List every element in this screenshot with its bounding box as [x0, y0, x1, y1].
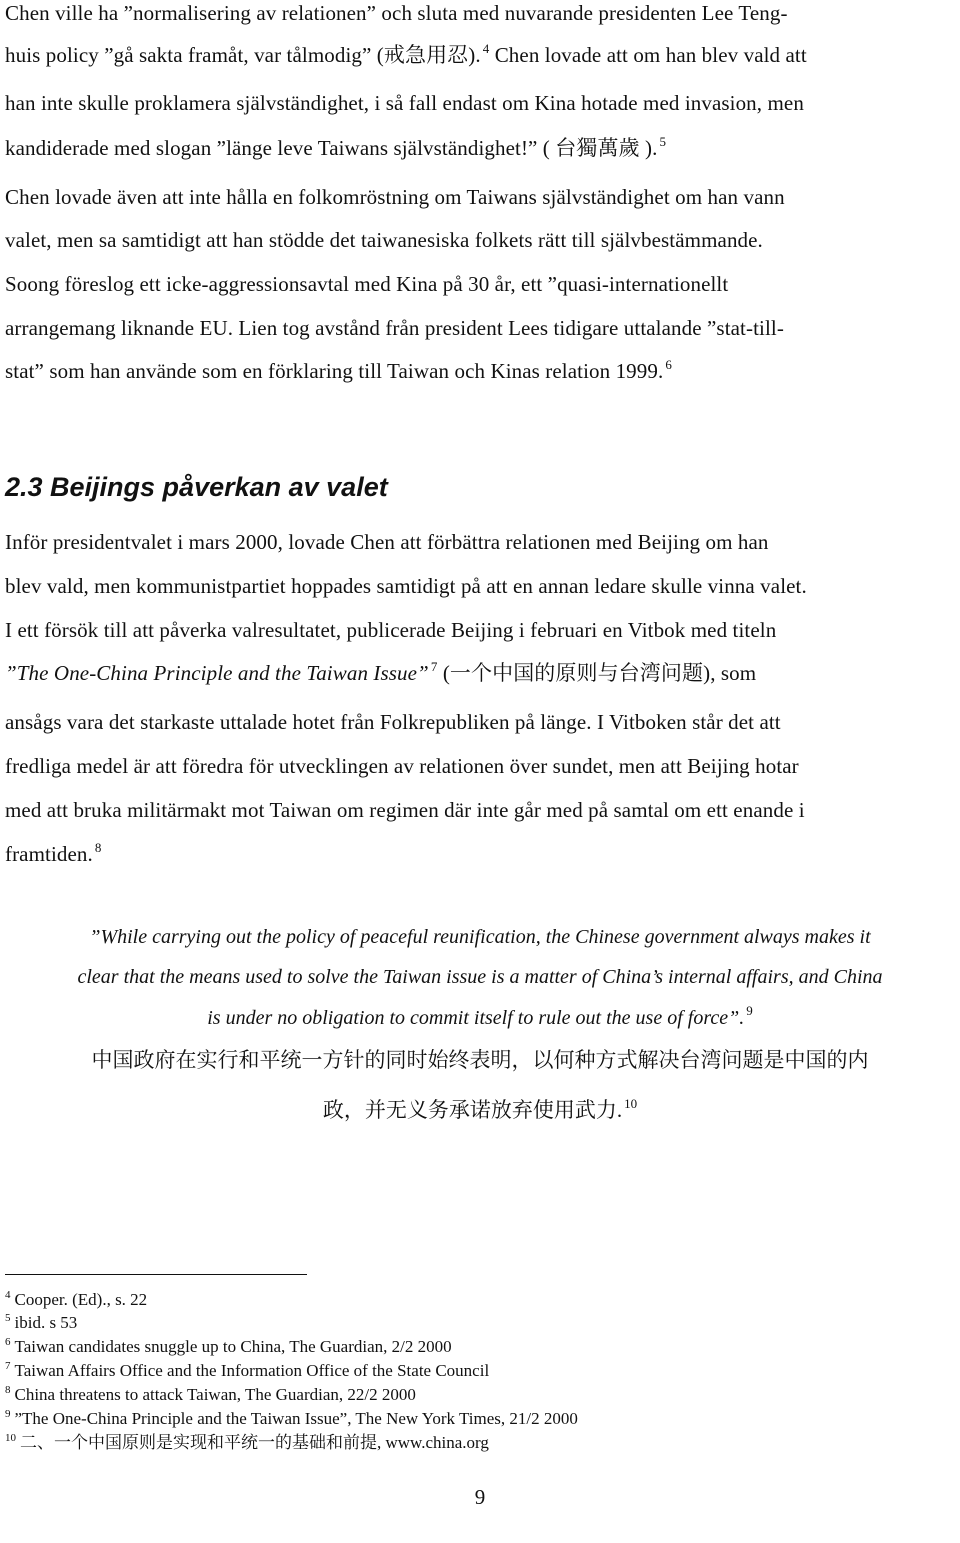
paragraph-1-line-6: valet, men sa samtidigt att han stödde det taiwanesiska folkets rätt till självbestämmande.	[5, 228, 763, 252]
paragraph-2-line-6: fredliga medel är att föredra för utvecklingen av relationen över sundet, men att Beijing hotar	[5, 754, 799, 778]
footnote-ref-7: 7	[430, 659, 438, 674]
text-run: framtiden.	[5, 842, 93, 866]
paragraph-1-line-1: Chen ville ha ”normalisering av relationen” och sluta med nuvarande presidenten Lee Teng-	[5, 1, 788, 25]
footnote-separator	[5, 1274, 307, 1275]
paragraph-2-line-8	[5, 841, 102, 870]
footnote-number: 10	[5, 1432, 16, 1444]
quote-line-1: ”While carrying out the policy of peaceful reunification, the Chinese government always makes it	[89, 926, 871, 948]
footnote	[5, 1312, 77, 1336]
paragraph-2-line-2: blev vald, men kommunistpartiet hoppades samtidigt på att en annan ledare skulle vinna valet.	[5, 574, 807, 598]
whitepaper-title: ”The One-China Principle and the Taiwan Issue”	[5, 661, 429, 685]
footnote-text: ”The One-China Principle and the Taiwan Issue”, The New York Times, 21/2 2000	[14, 1409, 578, 1428]
footnote-number: 6	[5, 1336, 11, 1348]
footnote	[5, 1360, 489, 1384]
footnote	[5, 1432, 489, 1456]
paragraph-2-line-3: I ett försök till att påverka valresultatet, publicerade Beijing i februari en Vitbok med titeln	[5, 618, 777, 642]
footnote-text: Taiwan Affairs Office and the Information Office of the State Council	[14, 1361, 490, 1380]
text-run: 政，并无义务承诺放弃使用武力.	[322, 1098, 623, 1122]
footnote-text: Taiwan candidates snuggle up to China, The Guardian, 2/2 2000	[14, 1337, 452, 1356]
footnote-text: 二、一个中国原则是实现和平统一的基础和前提, www.china.org	[20, 1433, 489, 1452]
footnote-number: 5	[5, 1312, 11, 1324]
quote-chinese-line-2	[0, 1096, 960, 1127]
text-run: stat” som han använde som en förklaring till Taiwan och Kinas relation 1999.	[5, 359, 664, 383]
quote-line-3	[0, 1005, 960, 1033]
quote-line-2: clear that the means used to solve the Taiwan issue is a matter of China’s internal affairs, and China	[77, 966, 883, 988]
footnote	[5, 1384, 416, 1408]
footnote-number: 9	[5, 1408, 11, 1420]
text-run: huis policy ”gå sakta framåt, var tålmodig” (戒急用忍).	[5, 43, 481, 67]
paragraph-1-line-3: han inte skulle proklamera självständighet, i så fall endast om Kina hotade med invasion, men	[5, 91, 804, 115]
section-heading: 2.3 Beijings påverkan av valet	[5, 472, 388, 502]
footnote-ref-5: 5	[659, 134, 667, 149]
paragraph-2-line-4	[5, 660, 756, 689]
footnote	[5, 1336, 452, 1360]
footnote	[5, 1289, 147, 1313]
footnote-text: ibid. s 53	[14, 1313, 78, 1332]
paragraph-2-line-1: Inför presidentvalet i mars 2000, lovade Chen att förbättra relationen med Beijing om han	[5, 530, 769, 554]
footnote-text: Cooper. (Ed)., s. 22	[14, 1290, 148, 1309]
footnote	[5, 1408, 578, 1432]
text-run: Chen lovade att om han blev vald att	[494, 43, 807, 67]
footnote-ref-6: 6	[665, 357, 672, 372]
text-run: is under no obligation to commit itself to rule out the use of force”.	[207, 1007, 745, 1029]
quote-chinese-line-1: 中国政府在实行和平统一方针的同时始终表明，以何种方式解决台湾问题是中国的内	[91, 1048, 869, 1072]
footnote-number: 8	[5, 1384, 11, 1396]
footnote-text: China threatens to attack Taiwan, The Guardian, 22/2 2000	[14, 1385, 416, 1404]
footnote-ref-8: 8	[94, 840, 102, 855]
footnote-number: 4	[5, 1289, 11, 1301]
footnote-ref-4: 4	[482, 41, 490, 56]
paragraph-1-line-7: Soong föreslog ett icke-aggressionsavtal med Kina på 30 år, ett ”quasi-internationellt	[5, 272, 729, 296]
footnote-number: 7	[5, 1360, 11, 1372]
footnote-ref-9: 9	[746, 1003, 753, 1018]
paragraph-1-line-8: arrangemang liknande EU. Lien tog avstånd från president Lees tidigare uttalande ”stat-till-	[5, 316, 784, 340]
paragraph-1-line-2	[5, 42, 807, 71]
whitepaper-chinese-title: (一个中国的原则与台湾问题), som	[442, 661, 757, 685]
paragraph-1-line-4	[5, 135, 666, 164]
footnote-ref-10: 10	[624, 1096, 638, 1111]
paragraph-2-line-7: med att bruka militärmakt mot Taiwan om regimen där inte går med på samtal om ett enande i	[5, 798, 805, 822]
paragraph-1-line-9	[5, 358, 672, 387]
paragraph-2-line-5: ansågs vara det starkaste uttalade hotet från Folkrepubliken på länge. I Vitboken står det att	[5, 710, 781, 734]
text-run: kandiderade med slogan ”länge leve Taiwans självständighet!” ( 台獨萬歲 ).	[5, 136, 658, 160]
page-number: 9	[474, 1485, 486, 1509]
paragraph-1-line-5: Chen lovade även att inte hålla en folkomröstning om Taiwans självständighet om han vann	[5, 185, 785, 209]
